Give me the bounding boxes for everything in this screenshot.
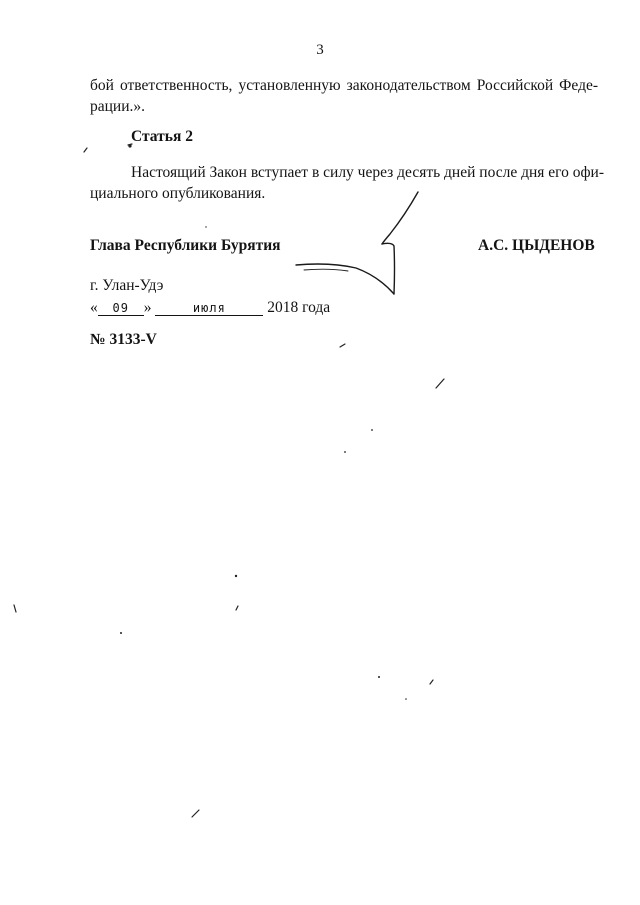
page-number: 3 xyxy=(316,42,324,58)
article-text-line-2: циального опубликования. xyxy=(90,185,266,202)
date-close-quote: » xyxy=(143,299,152,316)
law-number: № 3133-V xyxy=(90,331,157,348)
place-of-signing: г. Улан-Удэ xyxy=(90,277,164,294)
date-month: июля xyxy=(155,301,263,316)
signatory-name: А.С. ЦЫДЕНОВ xyxy=(478,237,595,254)
article-heading: Статья 2 xyxy=(131,128,193,145)
article-text-line-1: Настоящий Закон вступает в силу через десять дней после дня его офи- xyxy=(131,164,604,181)
continuation-line-2: рации.». xyxy=(90,98,146,115)
signatory-position: Глава Республики Бурятия xyxy=(90,237,281,254)
date-year: 2018 года xyxy=(267,299,331,316)
continuation-line-1: бой ответственность, установленную законодательством Российской Феде- xyxy=(90,77,598,94)
date-open-quote: « xyxy=(90,299,98,316)
date-day: 09 xyxy=(98,301,144,316)
